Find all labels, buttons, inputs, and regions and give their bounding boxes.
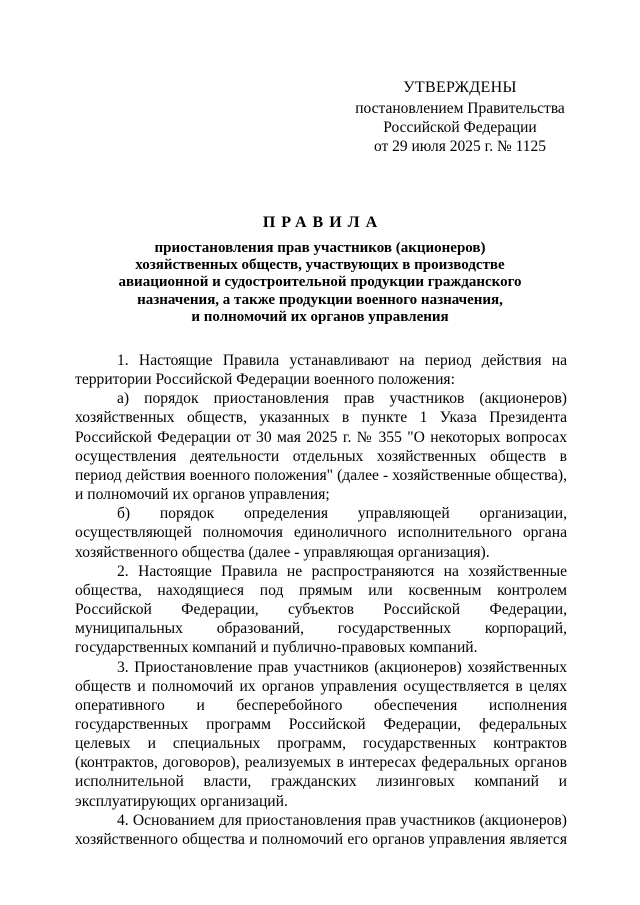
paragraph: 1. Настоящие Правила устанавливают на период действия на территории Российской Федерации военного положения: bbox=[75, 352, 567, 389]
approval-line: постановлением Правительства bbox=[355, 100, 565, 117]
document-subtitle bbox=[70, 240, 570, 326]
paragraph: 2. Настоящие Правила не распространяются на хозяйственные общества, находящиеся под прямым или косвенным контролем Российской Федерации, субъектов Российской Федерации, муниципальных образований, государственных корпораций, государственных компаний и публично-правовых компаний. bbox=[75, 562, 567, 657]
subtitle-line: авиационной и судостроительной продукции гражданского bbox=[118, 274, 522, 291]
subtitle-line: и полномочий их органов управления bbox=[191, 308, 449, 325]
subtitle-line: приостановления прав участников (акционеров) bbox=[154, 240, 486, 256]
subtitle-line: хозяйственных обществ, участвующих в производстве bbox=[135, 257, 505, 274]
approval-line: Российской Федерации bbox=[383, 119, 537, 136]
approval-block bbox=[340, 78, 580, 156]
paragraph: а) порядок приостановления прав участников (акционеров) хозяйственных обществ, указанных в пункте 1 Указа Президента Российской Федерации от 30 мая 2025 г. № 355 "О некоторых вопросах осуществления деятельности отдельных хозяйственных обществ в период действия военного положения" (далее - хозяйственные общества), и полномочий их органов управления; bbox=[75, 390, 567, 504]
document-title: ПРАВИЛА bbox=[262, 214, 384, 231]
approval-line: от 29 июля 2025 г. № 1125 bbox=[373, 138, 547, 155]
subtitle-line: назначения, а также продукции военного назначения, bbox=[137, 291, 503, 308]
approval-heading: УТВЕРЖДЕНЫ bbox=[403, 79, 517, 96]
paragraph: б) порядок определения управляющей организации, осуществляющей полномочия единоличного исполнительного органа хозяйственного общества (далее - управляющая организация). bbox=[75, 505, 567, 561]
paragraph: 3. Приостановление прав участников (акционеров) хозяйственных обществ и полномочий их органов управления осуществляется в целях оперативного и бесперебойного обеспечения исполнения государственных программ Российской Федерации, федеральных целевых и специальных программ, государственных контрактов (контрактов, договоров), реализуемых в интересах федеральных органов исполнительной власти, гражданских лизинговых компаний и эксплуатирующих организаций. bbox=[75, 658, 567, 810]
document-body bbox=[75, 351, 567, 849]
paragraph: 4. Основанием для приостановления прав участников (акционеров) хозяйственного общества и полномочий его органов управления является bbox=[75, 811, 567, 848]
